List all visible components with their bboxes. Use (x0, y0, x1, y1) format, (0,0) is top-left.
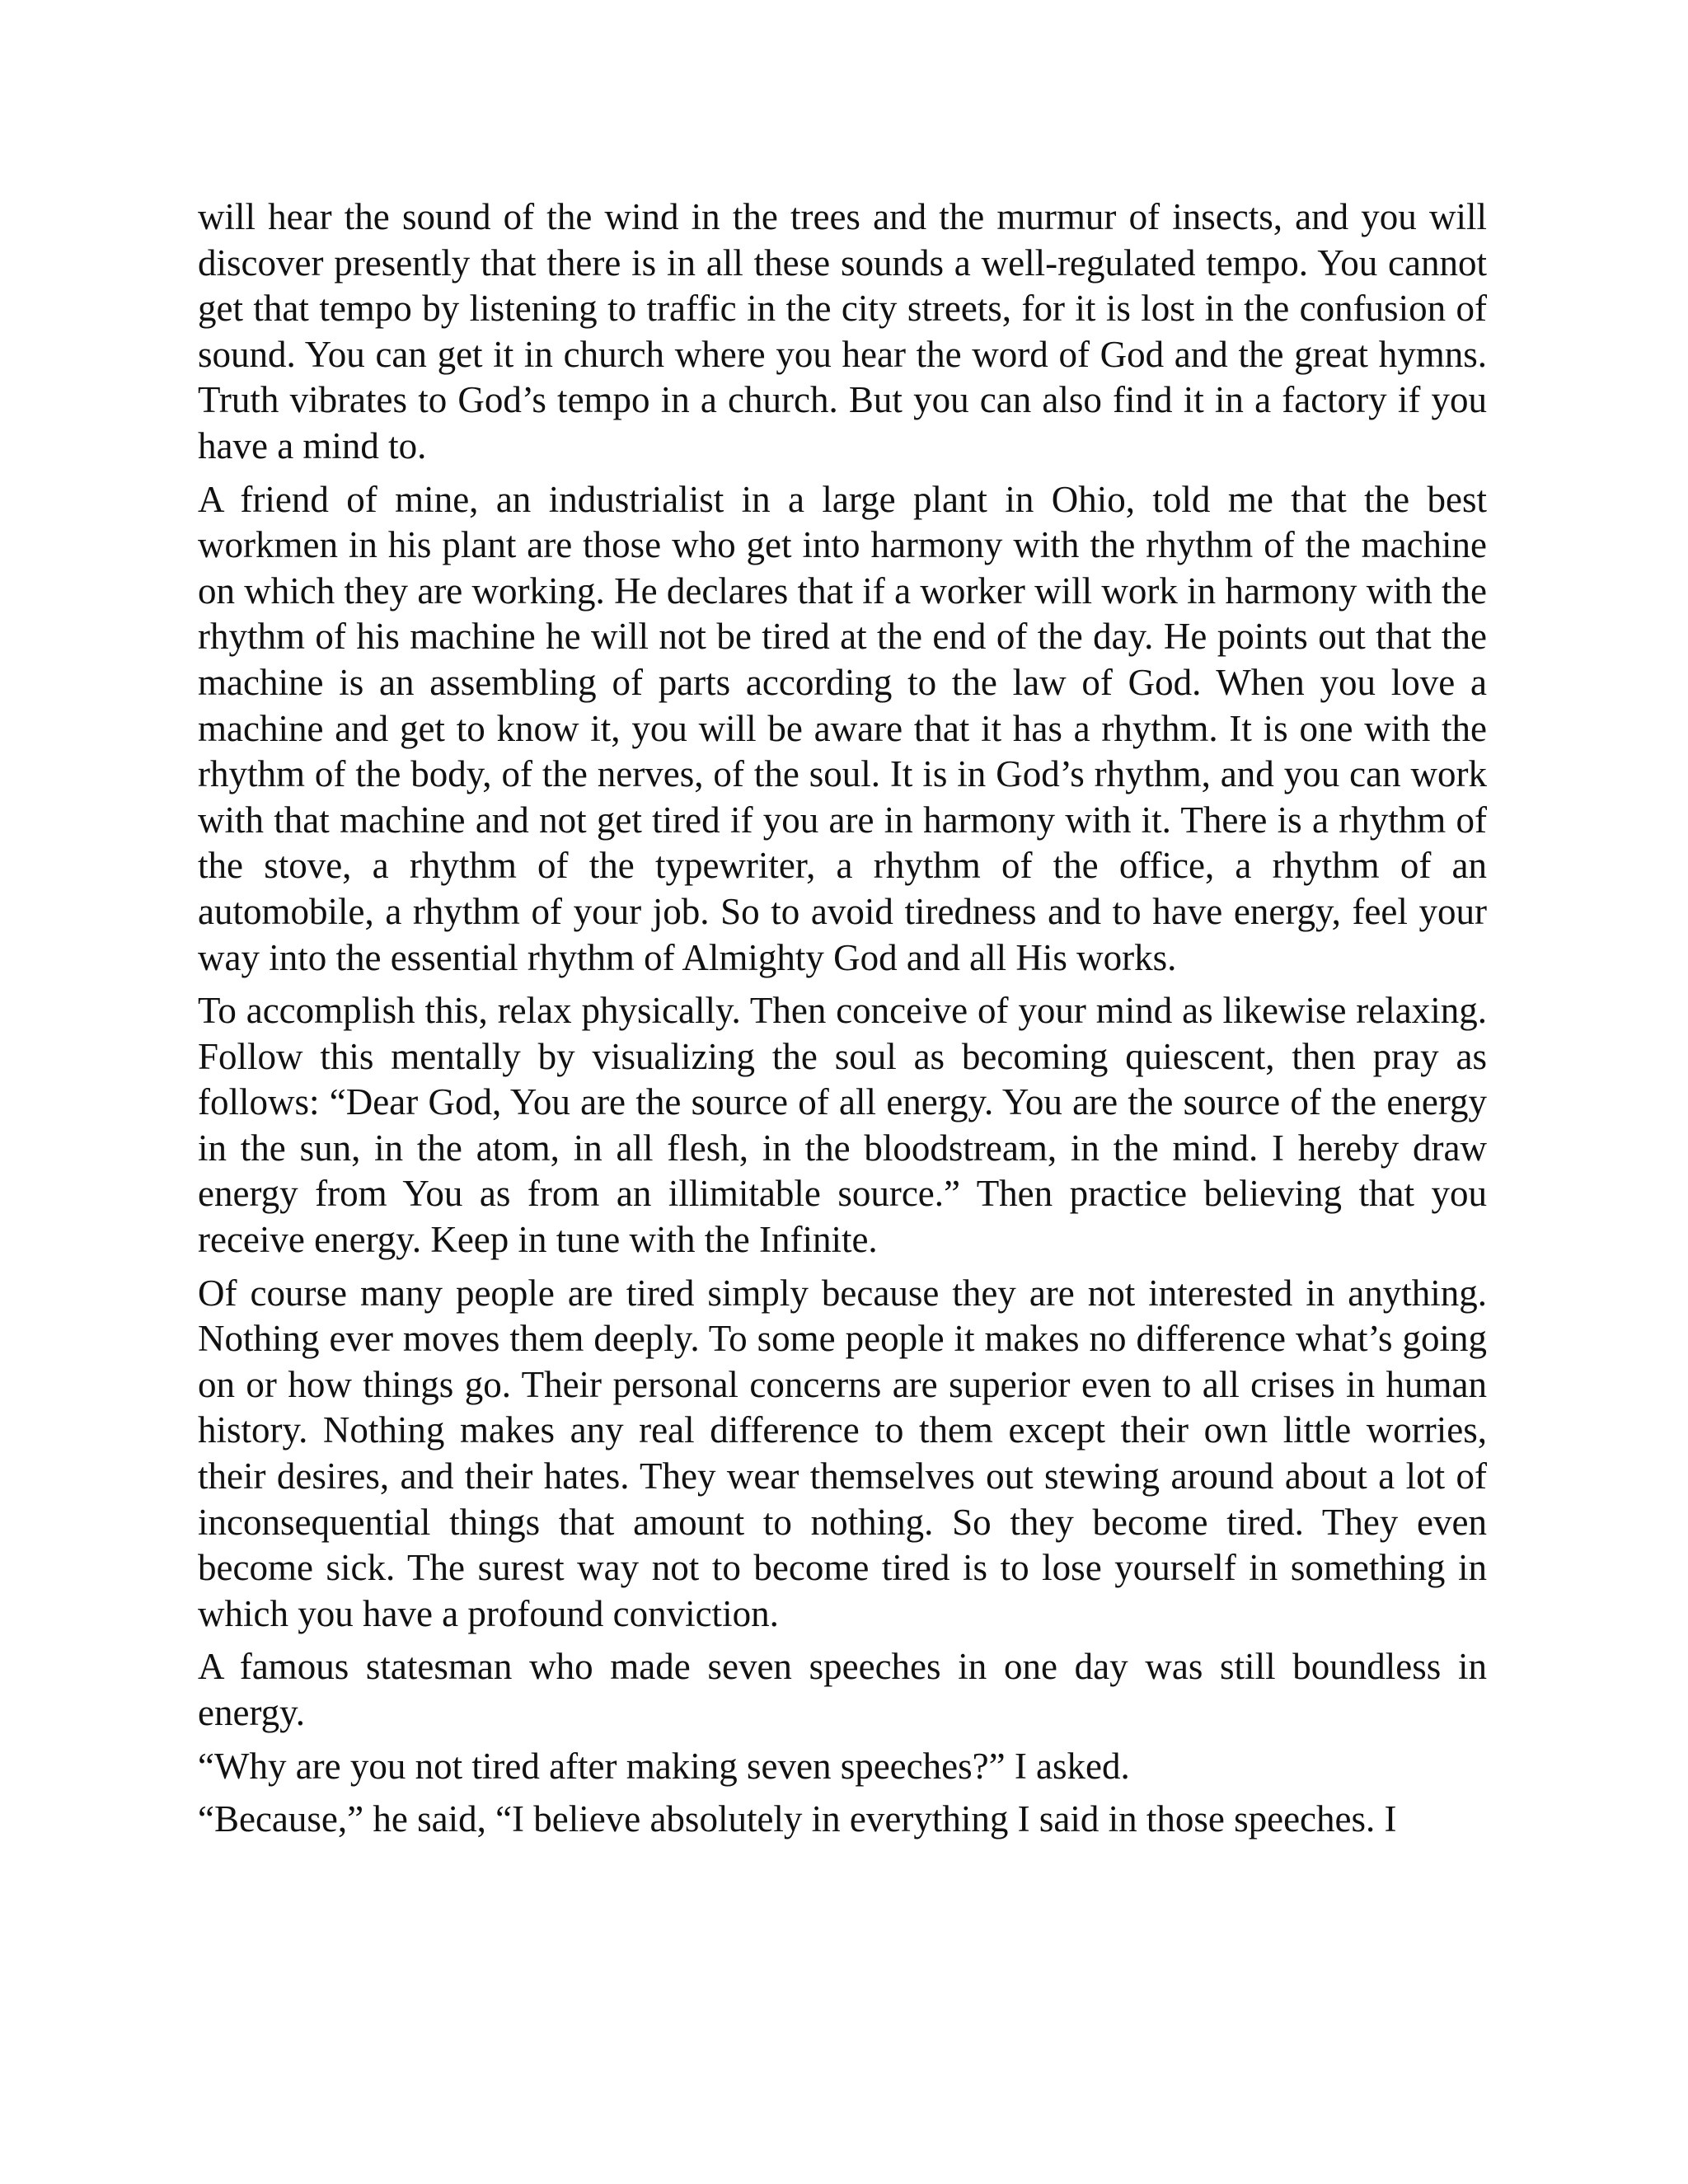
paragraph-question: “Why are you not tired after making seven speeches?” I asked. (198, 1745, 1130, 1787)
paragraph-relax-prayer: To accomplish this, relax physically. Then conceive of your mind as likewise relaxing. Follow this mentally by visualizing the soul as becoming quiescent, then pray as follows: “Dear God, You are the source of all energy. You are the source of the energy in the sun, in the atom, in all flesh, in the bloodstream, in the mind. I hereby draw energy from You as from an illimitable source.” Then practice believing that you receive energy. Keep in tune with the Infinite. (198, 990, 1487, 1261)
paragraph-industrialist-rhythm: A friend of mine, an industrialist in a large plant in Ohio, told me that the best workmen in his plant are those who get into harmony with the rhythm of the machine on which they are working. He declares that if a worker will work in harmony with the rhythm of his machine he will not be tired at the end of the day. He points out that the machine is an assembling of parts according to the law of God. When you love a machine and get to know it, you will be aware that it has a rhythm. It is one with the rhythm of the body, of the nerves, of the soul. It is in God’s rhythm, and you can work with that machine and not get tired if you are in harmony with it. There is a rhythm of the stove, a rhythm of the typewriter, a rhythm of the office, a rhythm of an automobile, a rhythm of your job. So to avoid tiredness and to have energy, feel your way into the essential rhythm of Almighty God and all His works. (198, 478, 1487, 978)
body-text (198, 194, 1487, 1843)
paragraph-answer: “Because,” he said, “I believe absolutely in everything I said in those speeches. I (198, 1798, 1397, 1840)
paragraph-statesman: A famous statesman who made seven speeches in one day was still boundless in energy. (198, 1646, 1487, 1733)
paragraph-tired-people: Of course many people are tired simply because they are not interested in anything. Nothing ever moves them deeply. To some people it makes no difference what’s going on or how things go. Their personal concerns are superior even to all crises in human history. Nothing makes any real difference to them except their own little worries, their desires, and their hates. They wear themselves out stewing around about a lot of inconsequential things that amount to nothing. So they become tired. They even become sick. The surest way not to become tired is to lose yourself in something in which you have a profound conviction. (198, 1272, 1487, 1634)
paragraph-wind-tempo: will hear the sound of the wind in the trees and the murmur of insects, and you will discover presently that there is in all these sounds a well-regulated tempo. You cannot get that tempo by listening to traffic in the city streets, for it is lost in the confusion of sound. You can get it in church where you hear the word of God and the great hymns. Truth vibrates to God’s tempo in a church. But you can also find it in a factory if you have a mind to. (198, 196, 1487, 466)
